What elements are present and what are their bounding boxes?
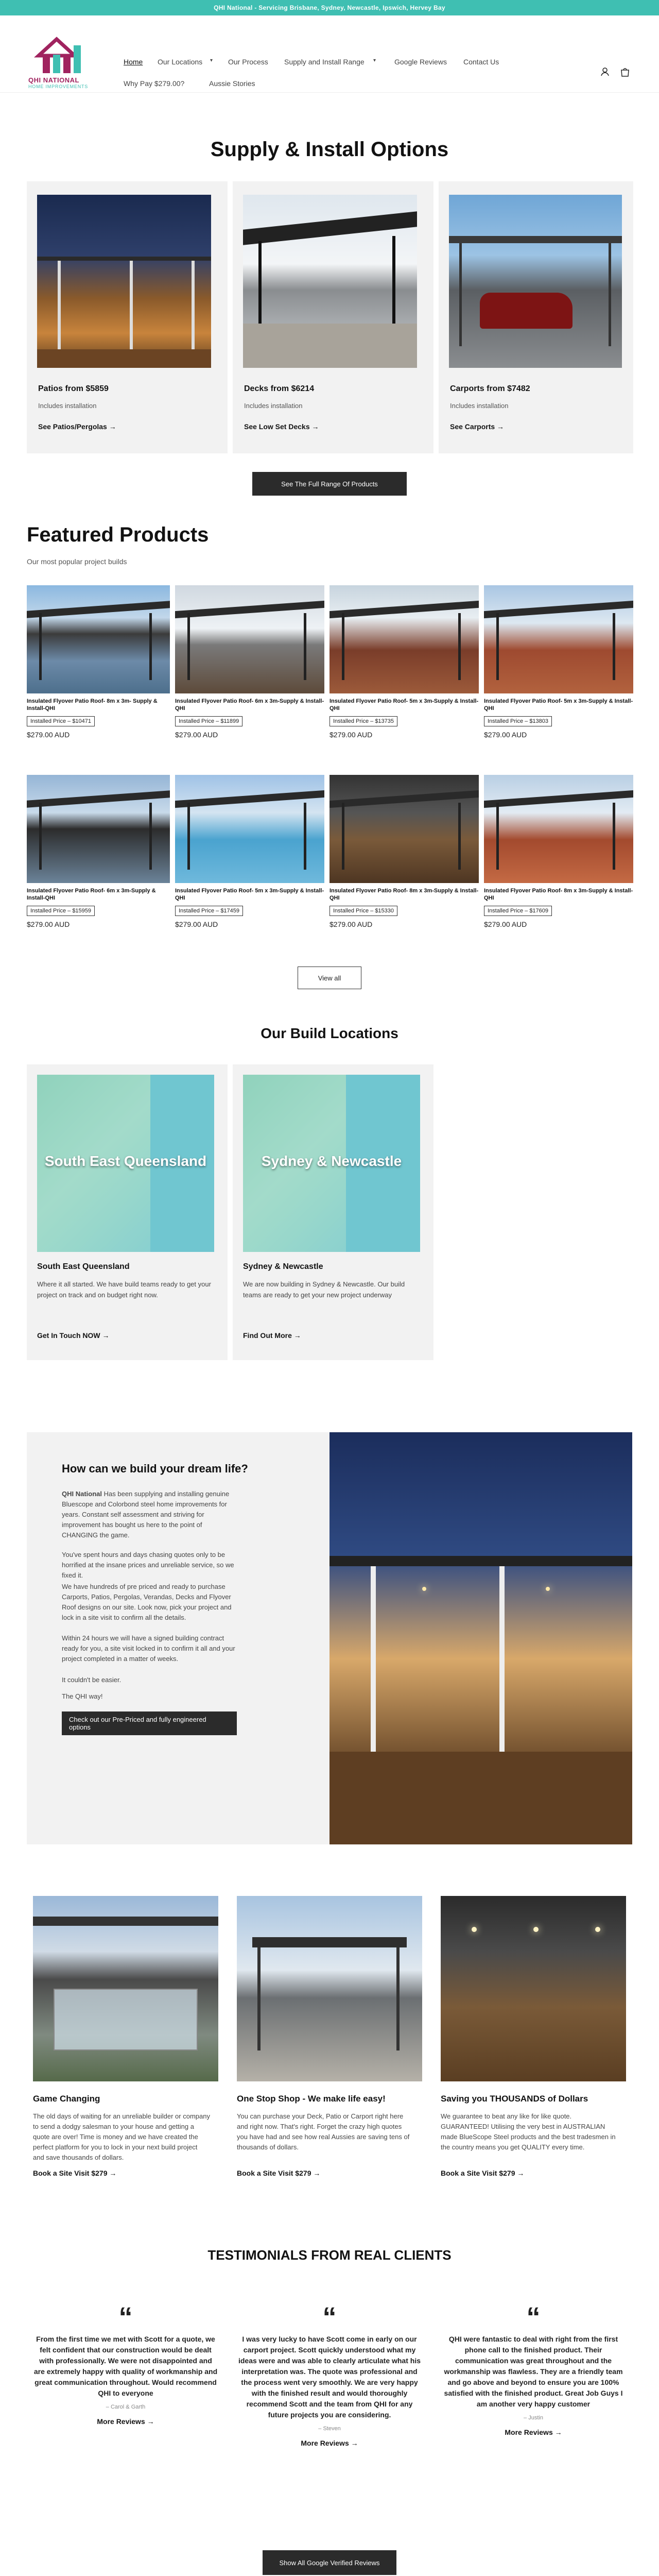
product-name: Insulated Flyover Patio Roof- 8m x 3m- Supply & Install-QHI bbox=[27, 698, 158, 711]
location-link[interactable]: Find Out More → bbox=[243, 1331, 301, 1340]
feature-image bbox=[33, 1896, 218, 2081]
supply-card-decks[interactable] bbox=[233, 181, 433, 453]
supply-card-sub: Includes installation bbox=[244, 402, 303, 410]
dream-p1: QHI National Has been supplying and installing genuine Bluescope and Colorbond steel home improvements for years. Constant self assessment and striving for improvement has bought us here to the point of CHANGING the game. bbox=[62, 1490, 230, 1539]
product-price: $279.00 AUD bbox=[175, 731, 218, 739]
price-badge: Installed Price – $17609 bbox=[484, 906, 552, 916]
map-label: South East Queensland bbox=[44, 1153, 207, 1169]
supply-card-title: Patios from $5859 bbox=[38, 384, 109, 393]
google-reviews-button[interactable]: Show All Google Verified Reviews bbox=[263, 2550, 396, 2575]
product-name: Insulated Flyover Patio Roof- 8m x 3m-Supply & Install-QHI bbox=[484, 888, 633, 901]
feature-text: We guarantee to beat any like for like quote. GUARANTEED! Utilising the very best in AUSTRALIAN made BlueScope Steel products and the best tradesmen in the country means you get QUALITY every time. bbox=[441, 2112, 616, 2151]
featured-title: Featured Products bbox=[27, 523, 209, 546]
testimonial-author: – Carol & Garth bbox=[106, 2404, 146, 2410]
location-link[interactable]: Get In Touch NOW → bbox=[37, 1331, 110, 1340]
cart-icon[interactable] bbox=[620, 67, 630, 77]
account-icon[interactable] bbox=[600, 67, 610, 76]
product-name: Insulated Flyover Patio Roof- 5m x 3m-Supply & Install-QHI bbox=[175, 888, 324, 901]
product-price: $279.00 AUD bbox=[27, 731, 70, 739]
location-card-seq[interactable] bbox=[27, 1064, 228, 1360]
testimonial bbox=[441, 2302, 626, 2436]
map-label: Sydney & Newcastle bbox=[261, 1153, 402, 1169]
product-card[interactable] bbox=[330, 585, 479, 760]
price-badge: Installed Price – $13735 bbox=[330, 716, 397, 726]
feature-image bbox=[441, 1896, 626, 2081]
arrow-right-icon: → bbox=[497, 422, 505, 431]
supply-card-title: Decks from $6214 bbox=[244, 384, 315, 393]
dream-title: How can we build your dream life? bbox=[62, 1462, 248, 1475]
arrow-right-icon: → bbox=[351, 2439, 358, 2447]
product-name: Insulated Flyover Patio Roof- 6m x 3m-Supply & Install-QHI bbox=[27, 888, 156, 901]
nav-contact-us[interactable]: Contact Us bbox=[463, 58, 499, 66]
price-badge: Installed Price – $15959 bbox=[27, 906, 95, 916]
deck-image bbox=[243, 195, 417, 368]
product-image bbox=[484, 585, 633, 693]
feature-link[interactable]: Book a Site Visit $279 → bbox=[441, 2169, 525, 2177]
supply-card-link[interactable]: See Patios/Pergolas → bbox=[38, 422, 116, 431]
location-card-sydney[interactable] bbox=[233, 1064, 433, 1360]
location-title: Sydney & Newcastle bbox=[243, 1262, 323, 1271]
full-range-button[interactable]: See The Full Range Of Products bbox=[252, 472, 407, 496]
map-image bbox=[243, 1075, 420, 1252]
supply-card-link[interactable]: See Low Set Decks → bbox=[244, 422, 319, 431]
feature-link[interactable]: Book a Site Visit $279 → bbox=[33, 2169, 117, 2177]
testimonial bbox=[237, 2302, 422, 2447]
feature-title: One Stop Shop - We make life easy! bbox=[237, 2094, 386, 2104]
product-card[interactable] bbox=[484, 775, 633, 950]
brand-tagline: HOME IMPROVEMENTS bbox=[28, 84, 89, 89]
product-name: Insulated Flyover Patio Roof- 8m x 3m-Supply & Install-QHI bbox=[330, 888, 479, 901]
arrow-right-icon: → bbox=[313, 2169, 321, 2177]
announcement-text: QHI National - Servicing Brisbane, Sydney, Newcastle, Ipswich, Hervey Bay bbox=[214, 4, 445, 11]
supply-card-sub: Includes installation bbox=[38, 402, 97, 410]
more-reviews-link[interactable]: More Reviews → bbox=[97, 2417, 154, 2426]
product-price: $279.00 AUD bbox=[175, 920, 218, 928]
dream-p2: You've spent hours and days chasing quotes only to be horrified at the insane prices and unreliable service, so we fixed it. bbox=[62, 1551, 234, 1579]
product-price: $279.00 AUD bbox=[330, 731, 373, 739]
product-price: $279.00 AUD bbox=[484, 731, 527, 739]
product-price: $279.00 AUD bbox=[484, 920, 527, 928]
product-image bbox=[175, 585, 324, 693]
view-all-button[interactable]: View all bbox=[298, 967, 361, 989]
arrow-right-icon: → bbox=[293, 1331, 301, 1340]
nav-aussie-stories[interactable]: Aussie Stories bbox=[209, 79, 255, 88]
product-name: Insulated Flyover Patio Roof- 5m x 3m-Supply & Install-QHI bbox=[330, 698, 479, 711]
product-card[interactable] bbox=[27, 585, 170, 760]
product-image bbox=[175, 775, 324, 883]
arrow-right-icon: → bbox=[517, 2169, 525, 2177]
feature-title: Saving you THOUSANDS of Dollars bbox=[441, 2094, 588, 2104]
nav-supply-install[interactable]: Supply and Install Range bbox=[284, 58, 365, 66]
carport-image bbox=[449, 195, 622, 368]
product-card[interactable] bbox=[27, 775, 170, 950]
testimonial bbox=[33, 2302, 218, 2426]
supply-card-link[interactable]: See Carports → bbox=[450, 422, 505, 431]
location-text: Where it all started. We have build teams ready to get your project on track and on budget right now. bbox=[37, 1280, 211, 1299]
testimonial-quote: From the first time we met with Scott for a quote, we felt confident that our construction would be dealt with professionally. We were not disappointed and are extremely happy with quality of workmanship and great communication throughout. Would recommend QHI to everyone bbox=[33, 2335, 218, 2397]
header bbox=[0, 15, 659, 93]
supply-card-title: Carports from $7482 bbox=[450, 384, 530, 393]
testimonials-title: TESTIMONIALS FROM REAL CLIENTS bbox=[207, 2247, 452, 2263]
patio-image bbox=[37, 195, 211, 368]
product-card[interactable] bbox=[330, 775, 479, 950]
chevron-down-icon: ▾ bbox=[210, 58, 213, 63]
price-badge: Installed Price – $11899 bbox=[175, 716, 242, 726]
testimonial-quote: QHI were fantastic to deal with right from the first phone call to the finished product. Their communication was great throughout and the workmanship was flawless. They are a friendly team and go above and beyond to ensure you are 100% satisfied with the finished product. Great Job Guys I am another very happy customer bbox=[444, 2335, 623, 2408]
dream-image bbox=[330, 1432, 632, 1844]
announcement-bar bbox=[0, 0, 659, 15]
arrow-right-icon: → bbox=[147, 2417, 154, 2426]
product-image bbox=[330, 775, 479, 883]
location-title: South East Queensland bbox=[37, 1262, 130, 1271]
dream-section bbox=[27, 1432, 632, 1844]
feature-title: Game Changing bbox=[33, 2094, 100, 2104]
arrow-right-icon: → bbox=[102, 1331, 110, 1340]
quote-icon: “ bbox=[526, 2302, 541, 2333]
nav-google-reviews[interactable]: Google Reviews bbox=[394, 58, 447, 66]
testimonial-author: – Justin bbox=[524, 2415, 543, 2421]
featured-subtitle: Our most popular project builds bbox=[27, 557, 127, 566]
product-price: $279.00 AUD bbox=[330, 920, 373, 928]
product-image bbox=[484, 775, 633, 883]
product-price: $279.00 AUD bbox=[27, 920, 70, 928]
supply-card-carports[interactable] bbox=[439, 181, 633, 453]
nav-home[interactable]: Home bbox=[124, 58, 143, 66]
location-text: We are now building in Sydney & Newcastle. Our build teams are ready to get your new project underway bbox=[243, 1280, 405, 1299]
nav-our-locations[interactable]: Our Locations bbox=[158, 58, 203, 66]
nav-why-pay[interactable]: Why Pay $279.00? bbox=[124, 79, 185, 88]
logo[interactable] bbox=[28, 35, 98, 92]
chevron-down-icon: ▾ bbox=[373, 58, 376, 63]
feature-link[interactable]: Book a Site Visit $279 → bbox=[237, 2169, 321, 2177]
dream-p5: It couldn't be easier. bbox=[62, 1676, 122, 1684]
feature-text: The old days of waiting for an unreliable builder or company to send a dodgy salesman to your house and getting a quote are over! Time is money and we have created the perfect platform for you to lock in your next build project and save thousands of dollars. bbox=[33, 2112, 210, 2161]
arrow-right-icon: → bbox=[109, 422, 116, 431]
feature-text: You can purchase your Deck, Patio or Carport right here and right now. That's right. Forget the crazy high quotes you have had and see how real Aussies are saving tens of thousands of dollars. bbox=[237, 2112, 410, 2151]
supply-card-sub: Includes installation bbox=[450, 402, 509, 410]
locations-title: Our Build Locations bbox=[261, 1025, 398, 1041]
supply-card-patios[interactable] bbox=[27, 181, 228, 453]
feature-image bbox=[237, 1896, 422, 2081]
dream-p6: The QHI way! bbox=[62, 1692, 103, 1700]
arrow-right-icon: → bbox=[554, 2428, 562, 2436]
dream-p4: Within 24 hours we will have a signed building contract ready for you, a site visit locked in to confirm it all and your project completed in a matter of weeks. bbox=[62, 1634, 235, 1663]
supply-section-title: Supply & Install Options bbox=[210, 138, 449, 161]
price-badge: Installed Price – $15330 bbox=[330, 906, 397, 916]
brand-name: QHI NATIONAL bbox=[28, 76, 79, 84]
product-card[interactable] bbox=[175, 775, 324, 950]
arrow-right-icon: → bbox=[311, 422, 319, 431]
quote-icon: “ bbox=[118, 2302, 133, 2333]
dream-p3: We have hundreds of pre priced and ready to purchase Carports, Patios, Pergolas, Verandas, Decks and Flyover Roof designs on our site. Look now, pick your project and lock in a site visit to confirm all the details. bbox=[62, 1583, 232, 1621]
product-image bbox=[27, 775, 170, 883]
testimonial-quote: I was very lucky to have Scott come in early on our carport project. Scott quickly understood what my ideas were and was able to clearly articulate what his interpretation was. The quote was professional and the process went very smoothly. We are very happy with the finished result and would thoroughly recommend Scott and the team from QHI for any future projects you are considering. bbox=[238, 2335, 421, 2419]
product-image bbox=[330, 585, 479, 693]
price-badge: Installed Price – $13803 bbox=[484, 716, 552, 726]
product-card[interactable] bbox=[175, 585, 324, 760]
testimonial-author: – Steven bbox=[318, 2426, 341, 2432]
arrow-right-icon: → bbox=[109, 2169, 117, 2177]
logo-house-icon bbox=[28, 35, 98, 74]
price-badge: Installed Price – $10471 bbox=[27, 716, 95, 726]
price-badge: Installed Price – $17459 bbox=[175, 906, 243, 916]
product-name: Insulated Flyover Patio Roof- 6m x 3m-Supply & Install-QHI bbox=[175, 698, 324, 711]
nav-our-process[interactable]: Our Process bbox=[228, 58, 268, 66]
pre-priced-button[interactable]: Check out our Pre-Priced and fully engineered options bbox=[62, 1711, 237, 1735]
quote-icon: “ bbox=[322, 2302, 337, 2333]
product-image bbox=[27, 585, 170, 693]
map-image bbox=[37, 1075, 214, 1252]
more-reviews-link[interactable]: More Reviews → bbox=[505, 2428, 562, 2436]
more-reviews-link[interactable]: More Reviews → bbox=[301, 2439, 358, 2447]
product-name: Insulated Flyover Patio Roof- 5m x 3m-Supply & Install-QHI bbox=[484, 698, 633, 711]
product-card[interactable] bbox=[484, 585, 633, 760]
